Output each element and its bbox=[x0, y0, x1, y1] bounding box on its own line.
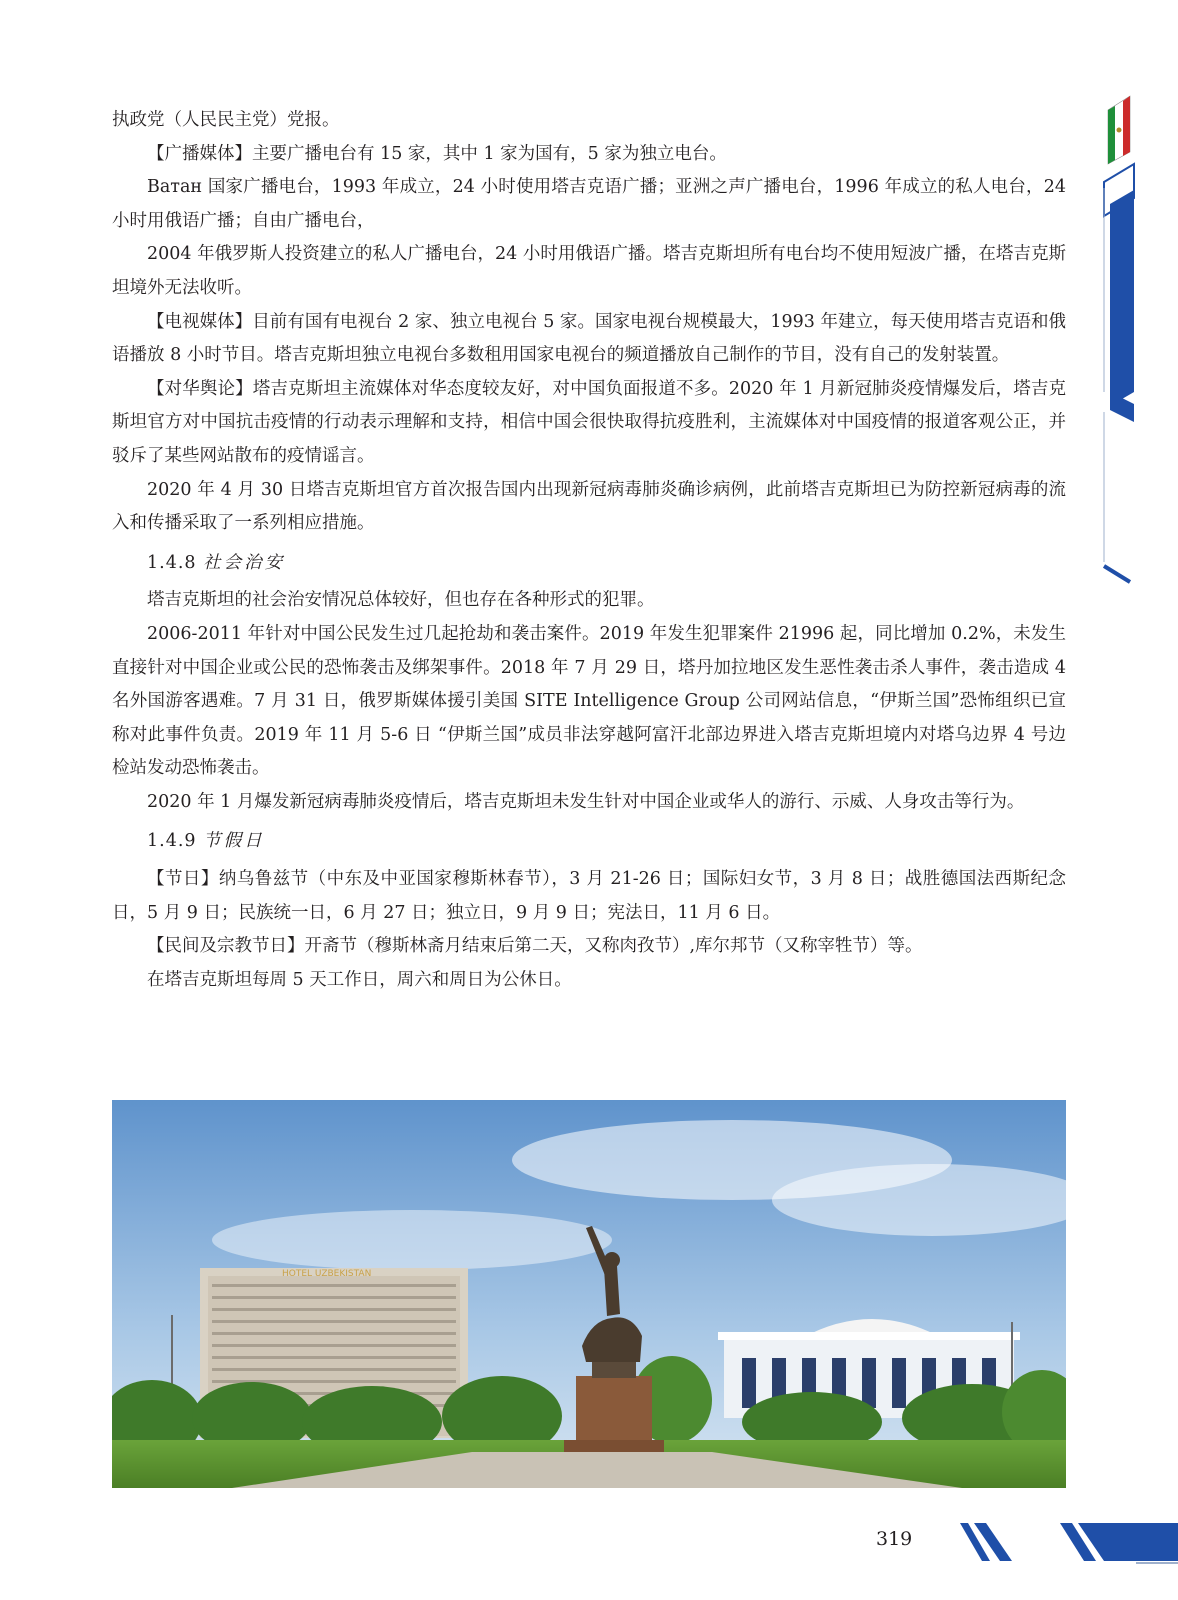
paragraph-tv-media: 【电视媒体】目前有国有电视台 2 家、独立电视台 5 家。国家电视台规模最大，1993 年建立，每天使用塔吉克语和俄语播放 8 小时节目。塔吉克斯坦独立电视台多数租用国家电视台的频道播放自己制作的节目，没有自己的发射装置。 bbox=[112, 311, 1066, 366]
hotel-sign: HOTEL UZBEKISTAN bbox=[282, 1269, 372, 1279]
paragraph-holidays: 【节日】纳乌鲁兹节（中东及中亚国家穆斯林春节），3 月 21-26 日；国际妇女节，3 月 8 日；战胜德国法西斯纪念日，5 月 9 日；民族统一日，6 月 27 日；独立日，9 月 9 日；宪法日，11 月 6 日。 bbox=[112, 869, 1066, 923]
flag-icon bbox=[1108, 96, 1130, 164]
footer-stripes bbox=[960, 1519, 1178, 1565]
section-title: 节假日 bbox=[203, 831, 265, 852]
section-title: 社会治安 bbox=[203, 552, 286, 573]
chapter-side-tab bbox=[1100, 92, 1136, 602]
page-number: 319 bbox=[876, 1528, 913, 1550]
section-heading-1-4-9 bbox=[112, 825, 1066, 859]
paragraph-china-opinion: 【对华舆论】塔吉克斯坦主流媒体对华态度较友好，对中国负面报道不多。2020 年 1 月新冠肺炎疫情爆发后，塔吉克斯坦官方对中国抗击疫情的行动表示理解和支持，相信中国会很快取得抗疫胜利，主流媒体对中国疫情的报道客观公正，并驳斥了某些网站散布的疫情谣言。 bbox=[112, 378, 1066, 466]
section-number: 1.4.8 bbox=[147, 552, 197, 573]
city-square-photo bbox=[112, 1100, 1066, 1488]
paragraph: 2020 年 1 月爆发新冠病毒肺炎疫情后，塔吉克斯坦未发生针对中国企业或华人的游行、示威、人身攻击等行为。 bbox=[147, 791, 1025, 812]
paragraph: 在塔吉克斯坦每周 5 天工作日，周六和周日为公休日。 bbox=[147, 969, 572, 990]
paragraph-broadcast-media: 【广播媒体】主要广播电台有 15 家，其中 1 家为国有，5 家为独立电台。 bbox=[147, 143, 727, 164]
paragraph: 2006-2011 年针对中国公民发生过几起抢劫和袭击案件。2019 年发生犯罪案件 21996 起，同比增加 0.2%，未发生直接针对中国企业或公民的恐怖袭击及绑架事件。2018 年 7 月 29 日，塔丹加拉地区发生恶性袭击杀人事件，袭击造成 4 名外国游客遇难。7 月 31 日，俄罗斯媒体援引美国 SITE Intelligence Group 公司网站信息，“伊斯兰国”恐怖组织已宣称对此事件负责。2019 年 11 月 5-6 日 “伊斯兰国”成员非法穿越阿富汗北部边界进入塔吉克斯坦境内对塔乌边界 4 号边检站发动恐怖袭击。 bbox=[112, 623, 1066, 779]
paragraph: 2004 年俄罗斯人投资建立的私人广播电台，24 小时用俄语广播。塔吉克斯坦所有电台均不使用短波广播，在塔吉克斯坦境外无法收听。 bbox=[112, 244, 1066, 298]
paragraph: Ватан 国家广播电台，1993 年成立，24 小时使用塔吉克语广播；亚洲之声广播电台，1996 年成立的私人电台，24 小时用俄语广播；自由广播电台， bbox=[112, 177, 1066, 231]
main-text bbox=[112, 104, 1066, 997]
paragraph: 2020 年 4 月 30 日塔吉克斯坦官方首次报告国内出现新冠病毒肺炎确诊病例，此前塔吉克斯坦已为防控新冠病毒的流入和传播采取了一系列相应措施。 bbox=[112, 479, 1066, 534]
section-number: 1.4.9 bbox=[147, 831, 197, 852]
paragraph-religious-holidays: 【民间及宗教节日】开斋节（穆斯林斋月结束后第二天，又称肉孜节）,库尔邦节（又称宰牲节）等。 bbox=[147, 936, 923, 957]
paragraph: 执政党（人民民主党）党报。 bbox=[112, 110, 340, 130]
paragraph: 塔吉克斯坦的社会治安情况总体较好，但也存在各种形式的犯罪。 bbox=[147, 590, 655, 611]
section-heading-1-4-8 bbox=[112, 547, 1066, 581]
